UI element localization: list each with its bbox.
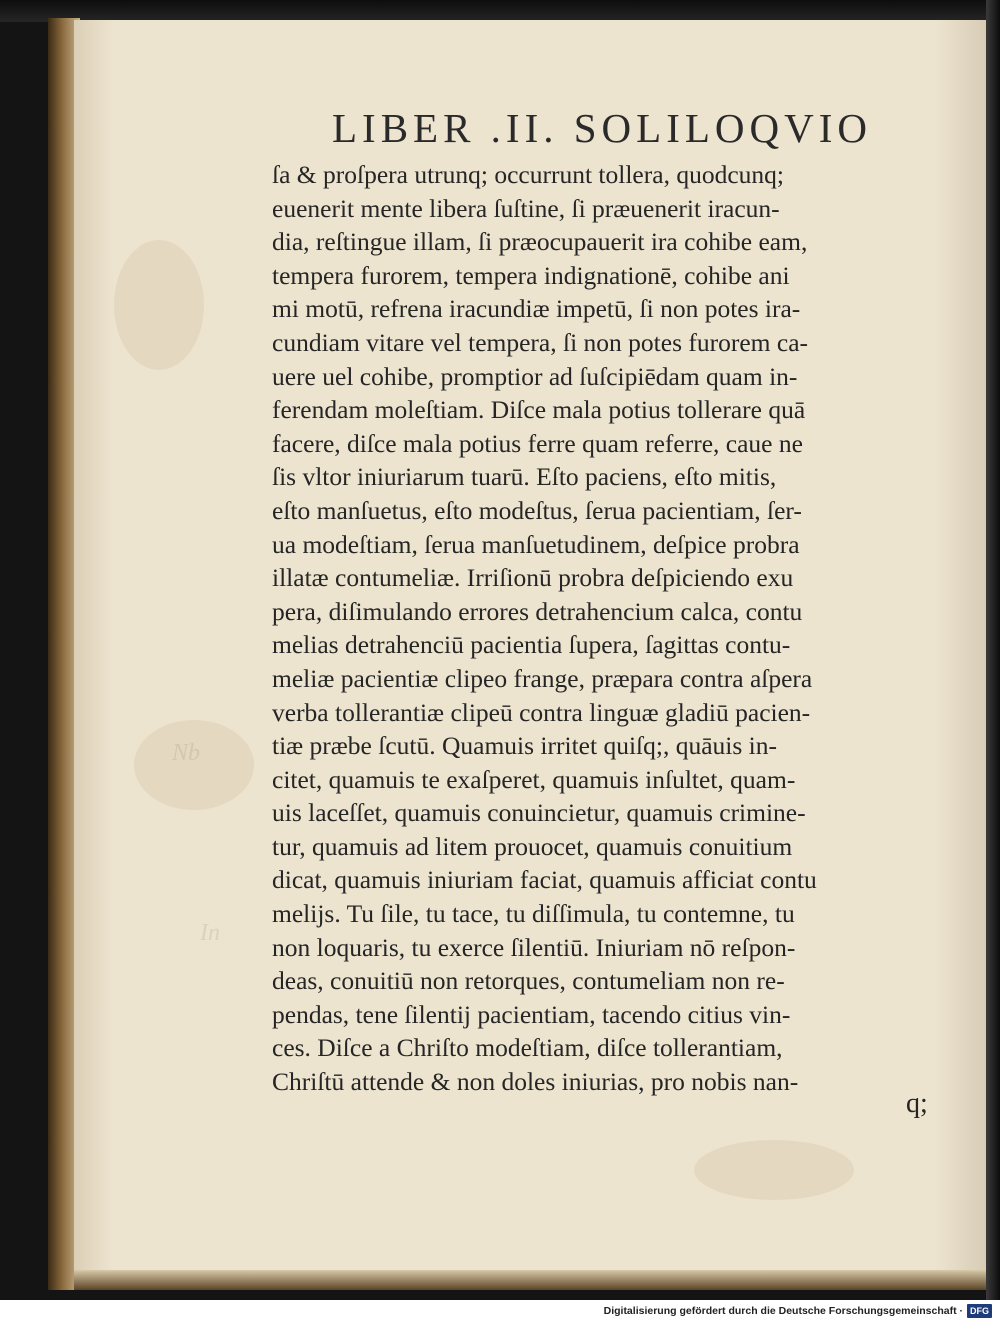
text-line: ces. Diſce a Chriſto modeſtiam, diſce tollerantiam,	[272, 1033, 783, 1063]
text-line: ſis vltor iniuriarum tuarū. Eſto paciens, eſto mitis,	[272, 462, 777, 492]
text-line: dia, reſtingue illam, ſi præocupauerit ira cohibe eam,	[272, 227, 808, 257]
paper-stain	[694, 1140, 854, 1200]
text-line: deas, conuitiū non retorques, contumeliam non re-	[272, 966, 785, 996]
text-line: melijs. Tu ſile, tu tace, tu diſſimula, tu contemne, tu	[272, 899, 795, 929]
page-bottom-edge	[74, 1270, 986, 1290]
text-line: uere uel cohibe, promptior ad ſuſcipiēdam quam in-	[272, 361, 798, 391]
text-line: non loquaris, tu exerce ſilentiū. Iniuriam nō reſpon-	[272, 932, 796, 962]
scan-top-edge	[0, 0, 1000, 22]
text-line: melias detrahenciū pacientia ſupera, ſagittas contu-	[272, 630, 791, 660]
text-line: uis laceſſet, quamuis conuincietur, quamuis crimine-	[272, 798, 806, 828]
scan-right-edge	[986, 0, 1000, 1300]
text-line: facere, diſce mala potius ferre quam referre, caue ne	[272, 428, 803, 458]
text-line: ua modeſtiam, ſerua manſuetudinem, deſpice probra	[272, 529, 800, 559]
text-line: dicat, quamuis iniuriam faciat, quamuis afficiat contu	[272, 865, 817, 895]
digitization-footer	[0, 1300, 1000, 1322]
text-line: tur, quamuis ad litem prouocet, quamuis conuitium	[272, 831, 793, 861]
text-line: pera, diſimulando errores detrahencium calca, contu	[272, 596, 803, 626]
text-line: meliæ pacientiæ clipeo frange, præpara contra aſpera	[272, 663, 813, 693]
text-line: eſto manſuetus, eſto modeſtus, ſerua pacientiam, ſer-	[272, 495, 802, 525]
text-line: illatæ contumeliæ. Irriſionū probra deſpiciendo exu	[272, 563, 794, 593]
dfg-logo-icon[interactable]: DFG	[967, 1304, 992, 1318]
text-line: citet, quamuis te exaſperet, quamuis inſultet, quam-	[272, 764, 796, 794]
footer-credit-group	[604, 1304, 992, 1318]
text-line: pendas, tene ſilentij pacientiam, tacendo citius vin-	[272, 999, 791, 1029]
faint-margin-mark: In	[200, 920, 220, 946]
text-line: ferendam moleſtiam. Diſce mala potius tollerare quā	[272, 395, 806, 425]
text-line: ſa & proſpera utrunq; occurrunt tollera, quodcunq;	[272, 160, 784, 189]
footer-credit-text: Digitalisierung gefördert durch die Deutsche Forschungsgemeinschaft ·	[603, 1305, 963, 1317]
text-line: cundiam vitare vel tempera, ſi non potes furorem ca-	[272, 327, 808, 357]
page-body-text	[272, 158, 948, 1099]
text-line: Chriſtū attende & non doles iniurias, pro nobis nan-	[272, 1067, 799, 1097]
faint-margin-mark: Nb	[172, 740, 201, 766]
text-line: euenerit mente libera ſuſtine, ſi præuenerit iracun-	[272, 193, 780, 223]
text-line: mi motū, refrena iracundiæ impetū, ſi non potes ira-	[272, 294, 801, 324]
catchword: q;	[906, 1088, 928, 1119]
paper-stain	[114, 240, 204, 370]
text-line: verba tollerantiæ clipeū contra linguæ gladiū pacien-	[272, 697, 811, 727]
text-line: tempera furorem, tempera indignationē, cohibe ani	[272, 260, 790, 290]
text-line: tiæ præbe ſcutū. Quamuis irritet quiſq;, quāuis in-	[272, 731, 777, 761]
running-header: LIBER .II. SOLILOQVIO	[332, 105, 872, 151]
